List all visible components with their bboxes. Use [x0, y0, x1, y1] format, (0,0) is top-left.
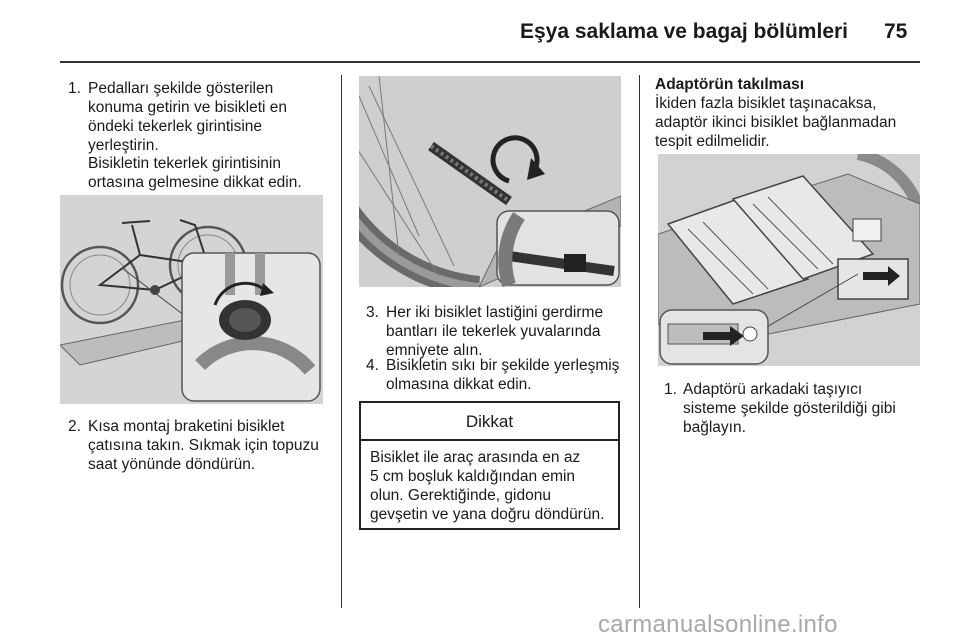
- text-line: gevşetin ve yana doğru döndürün.: [370, 506, 605, 523]
- text-line: Bisikletin sıkı bir şekilde yerleşmiş: [386, 357, 620, 374]
- text-line: saat yönünde döndürün.: [88, 456, 256, 473]
- step-4-number: 4.: [366, 357, 379, 374]
- column-divider-left: [341, 75, 342, 608]
- step-1-text: [88, 79, 338, 155]
- text-line: çatısına takın. Sıkmak için topuzu: [88, 437, 319, 454]
- text-line: Adaptörü arkadaki taşıyıcı: [683, 381, 863, 398]
- figure-tyre-strap: [359, 76, 621, 287]
- step-3-text: [386, 303, 638, 360]
- text-line: tespit edilmelidir.: [655, 133, 770, 150]
- adapter-step-1-number: 1.: [664, 381, 677, 398]
- watermark: carmanualsonline.info: [598, 611, 838, 638]
- header-rule: [60, 61, 920, 63]
- section-heading: Adaptörün takılması: [655, 76, 804, 93]
- text-line: bantları ile tekerlek yuvalarında: [386, 323, 601, 340]
- text-line: olun. Gerektiğinde, gidonu: [370, 487, 551, 504]
- caution-box: [359, 401, 620, 530]
- step-2-text: [88, 417, 340, 474]
- step-3-number: 3.: [366, 304, 379, 321]
- section-intro: [655, 94, 920, 151]
- caution-title: Dikkat: [361, 403, 618, 441]
- text-line: Her iki bisiklet lastiğini gerdirme: [386, 304, 604, 321]
- figure-bike-mount: [60, 195, 323, 404]
- text-line: yerleştirin.: [88, 137, 159, 154]
- text-line: öndeki tekerlek girintisine: [88, 118, 263, 135]
- step-1-note: [88, 154, 338, 192]
- adapter-step-1-text: [683, 380, 923, 437]
- text-line: emniyete alın.: [386, 342, 483, 359]
- figure-adapter: [658, 154, 920, 366]
- column-divider-right: [639, 75, 640, 608]
- text-line: adaptör ikinci bisiklet bağlanmadan: [655, 114, 897, 131]
- step-1-number: 1.: [68, 80, 81, 97]
- text-line: bağlayın.: [683, 419, 746, 436]
- text-line: 5 cm boşluk kaldığından emin: [370, 468, 576, 485]
- text-line: sisteme şekilde gösterildiği gibi: [683, 400, 896, 417]
- text-line: olmasına dikkat edin.: [386, 376, 532, 393]
- page-header-title: Eşya saklama ve bagaj bölümleri: [520, 20, 849, 43]
- text-line: ortasına gelmesine dikkat edin.: [88, 174, 302, 191]
- page-number: 75: [884, 20, 908, 43]
- text-line: Pedalları şekilde gösterilen: [88, 80, 274, 97]
- text-line: Bisikletin tekerlek girintisinin: [88, 155, 281, 172]
- step-4-text: [386, 356, 638, 394]
- text-line: Kısa montaj braketini bisiklet: [88, 418, 285, 435]
- caution-text: [370, 448, 620, 524]
- text-line: konuma getirin ve bisikleti en: [88, 99, 288, 116]
- text-line: Bisiklet ile araç arasında en az: [370, 449, 581, 466]
- text-line: İkiden fazla bisiklet taşınacaksa,: [655, 95, 877, 112]
- step-2-number: 2.: [68, 418, 81, 435]
